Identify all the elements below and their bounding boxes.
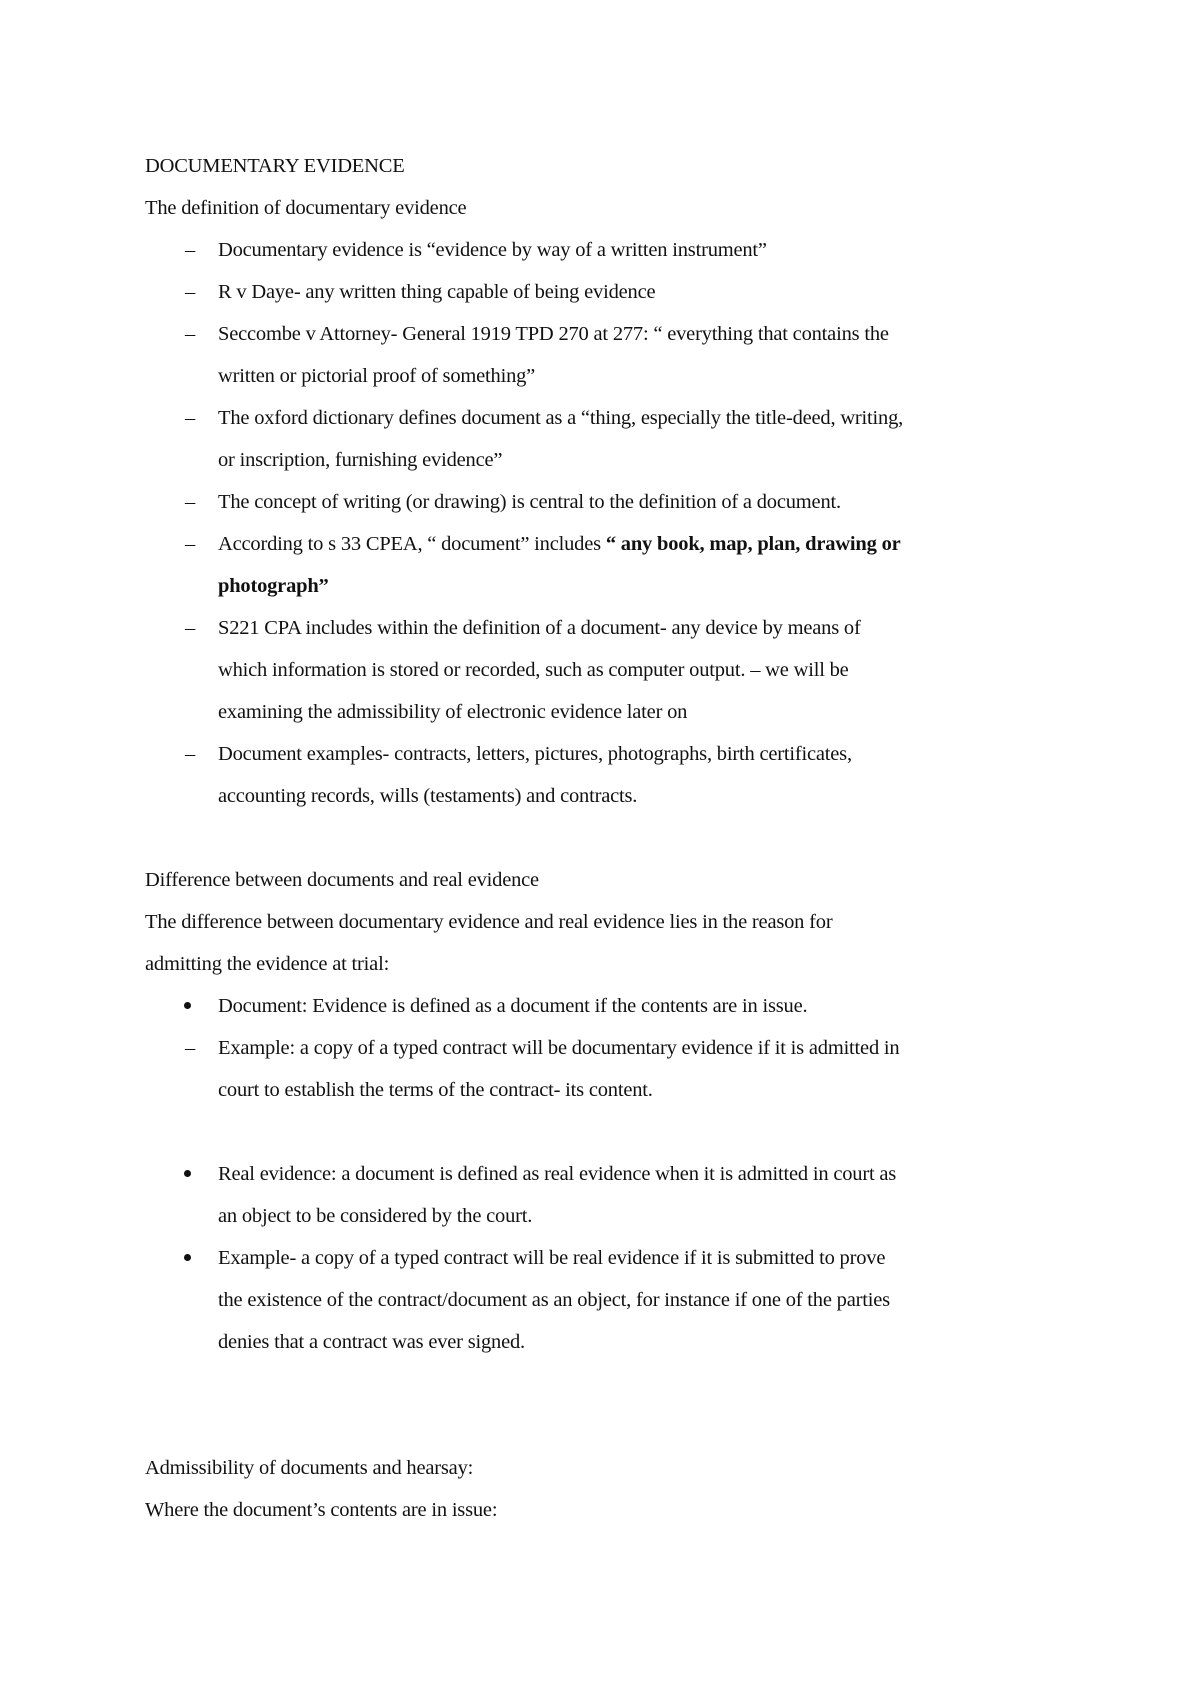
paragraph-spacer: [145, 817, 1065, 859]
paragraph-spacer: [145, 1363, 1065, 1447]
list-item: [145, 1153, 1065, 1237]
dash-marker: –: [185, 1037, 196, 1059]
dash-marker: –: [185, 617, 196, 639]
list-item-text: Seccombe v Attorney- General 1919 TPD 270 at 277: “ everything that contains the: [218, 323, 889, 345]
section-heading-admissibility: Admissibility of documents and hearsay:: [145, 1457, 474, 1479]
list-item-text: Documentary evidence is “evidence by way of a written instrument”: [218, 239, 767, 261]
bullet-dot-icon: [184, 1254, 191, 1261]
list-item-text: R v Daye- any written thing capable of being evidence: [218, 281, 656, 303]
list-item-text: the existence of the contract/document as an object, for instance if one of the parties: [218, 1289, 890, 1311]
list-item: [145, 271, 1065, 313]
bullet-dot-icon: [184, 1170, 191, 1177]
document-title: DOCUMENTARY EVIDENCE: [145, 155, 405, 177]
list-item-text: denies that a contract was ever signed.: [218, 1331, 525, 1353]
list-item-text: Document examples- contracts, letters, pictures, photographs, birth certificates,: [218, 743, 852, 765]
list-item: [145, 1027, 1065, 1111]
section-heading-difference: Difference between documents and real evidence: [145, 869, 539, 891]
list-item-text: or inscription, furnishing evidence”: [218, 449, 503, 471]
dash-marker: –: [185, 743, 196, 765]
dash-marker: –: [185, 407, 196, 429]
section-heading-definition: The definition of documentary evidence: [145, 197, 467, 219]
bullet-dot-icon: [184, 1002, 191, 1009]
difference-list: [145, 985, 1065, 1111]
paragraph-text: admitting the evidence at trial:: [145, 953, 390, 975]
list-item-text: written or pictorial proof of something”: [218, 365, 536, 387]
dash-marker: –: [185, 491, 196, 513]
list-item: [145, 313, 1065, 397]
dash-marker: –: [185, 239, 196, 261]
list-item: [145, 481, 1065, 523]
real-evidence-list: [145, 1153, 1065, 1363]
list-item-text: an object to be considered by the court.: [218, 1205, 533, 1227]
list-item: [145, 229, 1065, 271]
list-item: [145, 523, 1065, 607]
list-item-text: Document: Evidence is defined as a document if the contents are in issue.: [218, 995, 808, 1017]
paragraph-spacer: [145, 1111, 1065, 1153]
list-item-text: S221 CPA includes within the definition of a document- any device by means of: [218, 617, 861, 639]
list-item-text: accounting records, wills (testaments) and contracts.: [218, 785, 638, 807]
paragraph-text: Where the document’s contents are in issue:: [145, 1499, 498, 1521]
list-item-text: court to establish the terms of the contract- its content.: [218, 1079, 653, 1101]
list-item-text-plain: According to s 33 CPEA, “ document” includes: [218, 533, 606, 555]
list-item-text: The concept of writing (or drawing) is central to the definition of a document.: [218, 491, 841, 513]
list-item-text: Example- a copy of a typed contract will be real evidence if it is submitted to prove: [218, 1247, 886, 1269]
list-item: [145, 1237, 1065, 1363]
dash-marker: –: [185, 323, 196, 345]
dash-marker: –: [185, 281, 196, 303]
list-item: [145, 397, 1065, 481]
list-item-text: [218, 523, 1065, 565]
list-item-text: The oxford dictionary defines document as a “thing, especially the title-deed, writing,: [218, 407, 904, 429]
list-item-text: Real evidence: a document is defined as real evidence when it is admitted in court as: [218, 1163, 897, 1185]
document-body: [145, 145, 1065, 1531]
list-item: [145, 607, 1065, 733]
list-item-text-bold: “ any book, map, plan, drawing or: [605, 533, 901, 555]
list-item-text: examining the admissibility of electronic evidence later on: [218, 701, 688, 723]
list-item-text: Example: a copy of a typed contract will be documentary evidence if it is admitted in: [218, 1037, 900, 1059]
list-item-text: which information is stored or recorded, such as computer output. – we will be: [218, 659, 849, 681]
paragraph-text: The difference between documentary evidence and real evidence lies in the reason for: [145, 911, 833, 933]
list-item: [145, 985, 1065, 1027]
definition-list: [145, 229, 1065, 817]
list-item-text-bold: photograph”: [218, 575, 329, 597]
dash-marker: –: [185, 533, 196, 555]
list-item: [145, 733, 1065, 817]
